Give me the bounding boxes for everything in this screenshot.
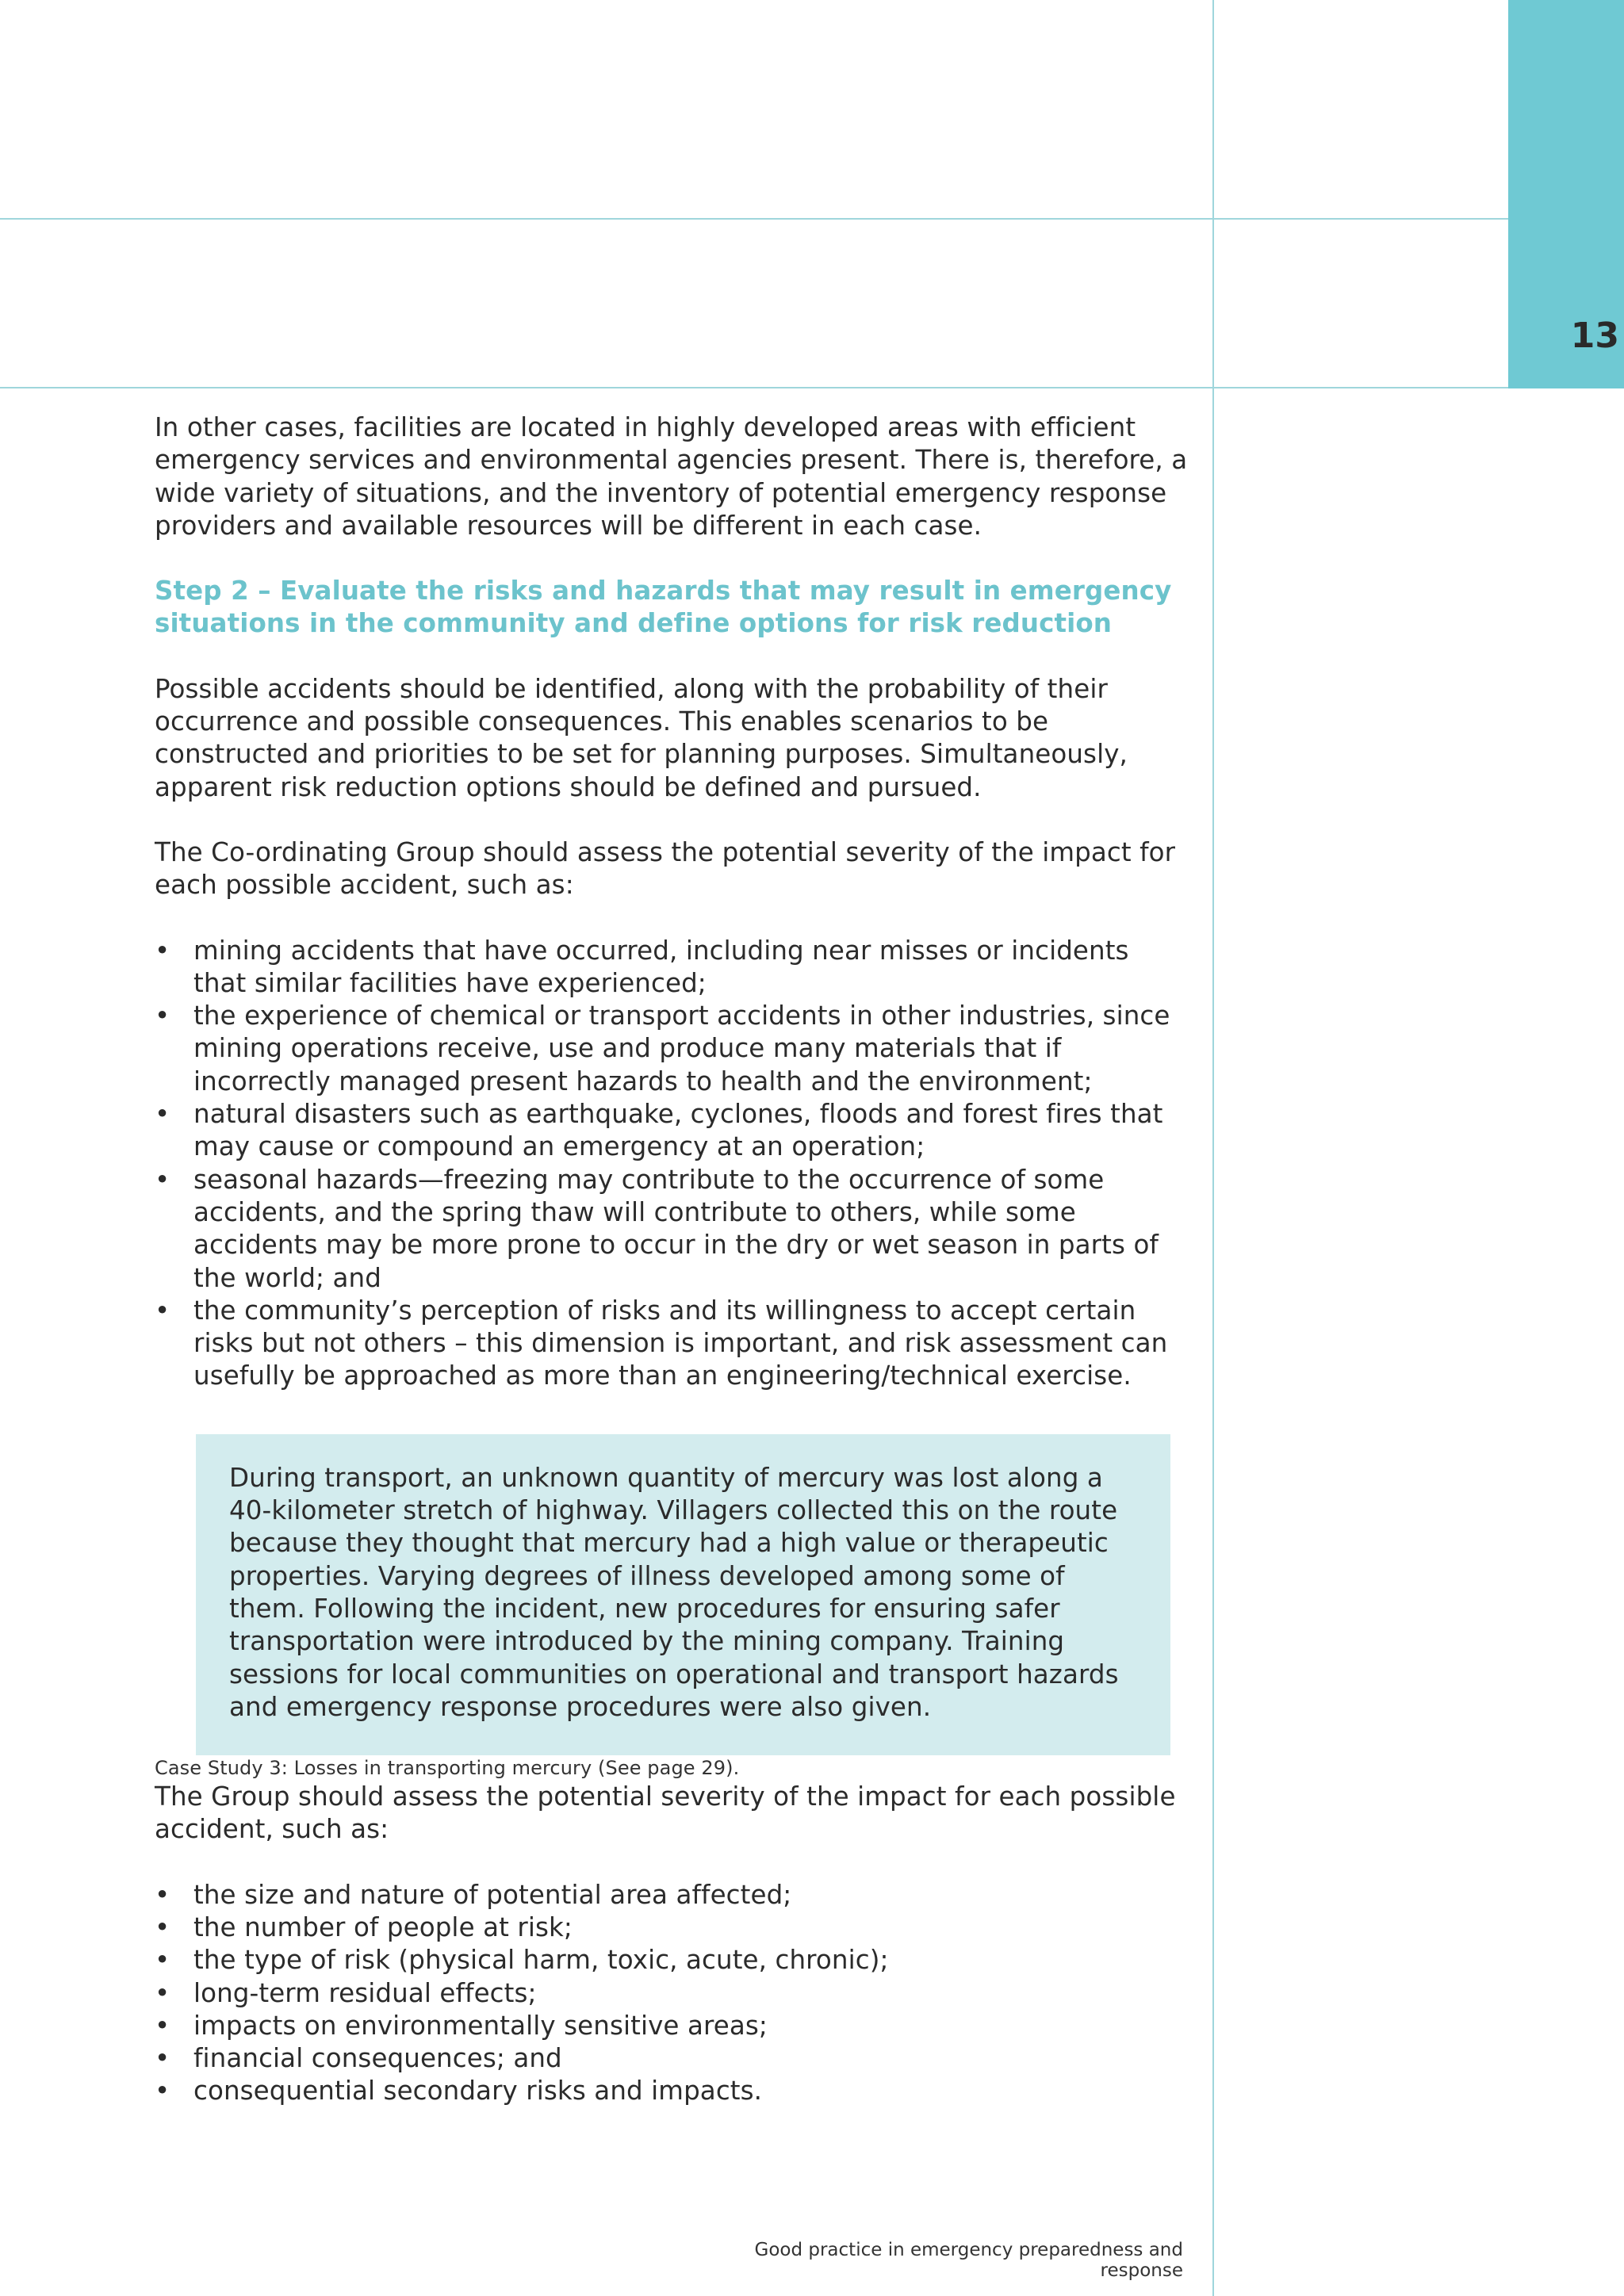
coordinating-group-paragraph: The Co-ordinating Group should assess the potential severity of the impact for each possible accident, such as: (155, 836, 1176, 901)
group-paragraph: The Group should assess the potential severity of the impact for each possible accident, such as: (155, 1781, 1176, 1845)
list-item: • seasonal hazards—freezing may contribute to the occurrence of some accidents, and the spring thaw will contribute to others, while some accidents may be more prone to occur in the dry or wet season in parts of the world; and (155, 1164, 1189, 1295)
list-item: • impacts on environmentally sensitive areas; (155, 2010, 1189, 2042)
list-item: • the community’s perception of risks and its willingness to accept certain risks but not others – this dimension is important, and risk assessment can usefully be approached as more than an engineering/technical exercise. (155, 1295, 1189, 1393)
list-item: • the size and nature of potential area affected; (155, 1879, 1189, 1911)
list-item: • consequential secondary risks and impacts. (155, 2075, 1189, 2107)
margin-rule-vertical (1212, 0, 1214, 2296)
running-footer: Good practice in emergency preparedness and response (754, 2240, 1183, 2281)
intro-paragraph: In other cases, facilities are located in highly developed areas with efficient emergency services and environmental agencies present. There is, therefore, a wide variety of situations, and the inventory of potential emergency response providers and available resources will be different in each case. (155, 412, 1188, 541)
list-item: • the number of people at risk; (155, 1911, 1189, 1944)
list-item: • natural disasters such as earthquake, cyclones, floods and forest fires that may cause or compound an emergency at an operation; (155, 1098, 1189, 1164)
list-item: • mining accidents that have occurred, including near misses or incidents that similar facilities have experienced; (155, 935, 1189, 1001)
case-study-caption: Case Study 3: Losses in transporting mercury (See page 29). (155, 1757, 740, 1780)
impact-list (155, 1879, 1189, 2108)
page-number: 13 (1570, 316, 1619, 356)
case-study-text: During transport, an unknown quantity of mercury was lost along a 40-kilometer stretch of highway. Villagers collected this on the route because they thought that mercury had a high value or therapeutic properties. Varying degrees of illness developed among some of them. Following the incident, new procedures for ensuring safer transportation were introduced by the mining company. Training sessions for local communities on operational and transport hazards and emergency response procedures were also given. (229, 1462, 1119, 1722)
list-item: • the experience of chemical or transport accidents in other industries, since mining operations receive, use and produce many materials that if incorrectly managed present hazards to health and the environment; (155, 1000, 1189, 1098)
list-item: • the type of risk (physical harm, toxic, acute, chronic); (155, 1944, 1189, 1976)
accidents-paragraph: Possible accidents should be identified, along with the probability of their occurrence and possible consequences. This enables scenarios to be constructed and priorities to be set for planning purposes. Simultaneously, apparent risk reduction options should be defined and pursued. (155, 673, 1128, 802)
case-study-box (196, 1434, 1170, 1755)
list-item: • financial consequences; and (155, 2042, 1189, 2075)
hazard-list (155, 935, 1189, 1393)
header-rule-bottom (0, 387, 1508, 388)
step-heading: Step 2 – Evaluate the risks and hazards that may result in emergency situations in the community and define options for risk reduction (155, 576, 1172, 639)
list-item: • long-term residual effects; (155, 1977, 1189, 2010)
main-content (155, 411, 1189, 2108)
header-rule-top (0, 218, 1508, 220)
